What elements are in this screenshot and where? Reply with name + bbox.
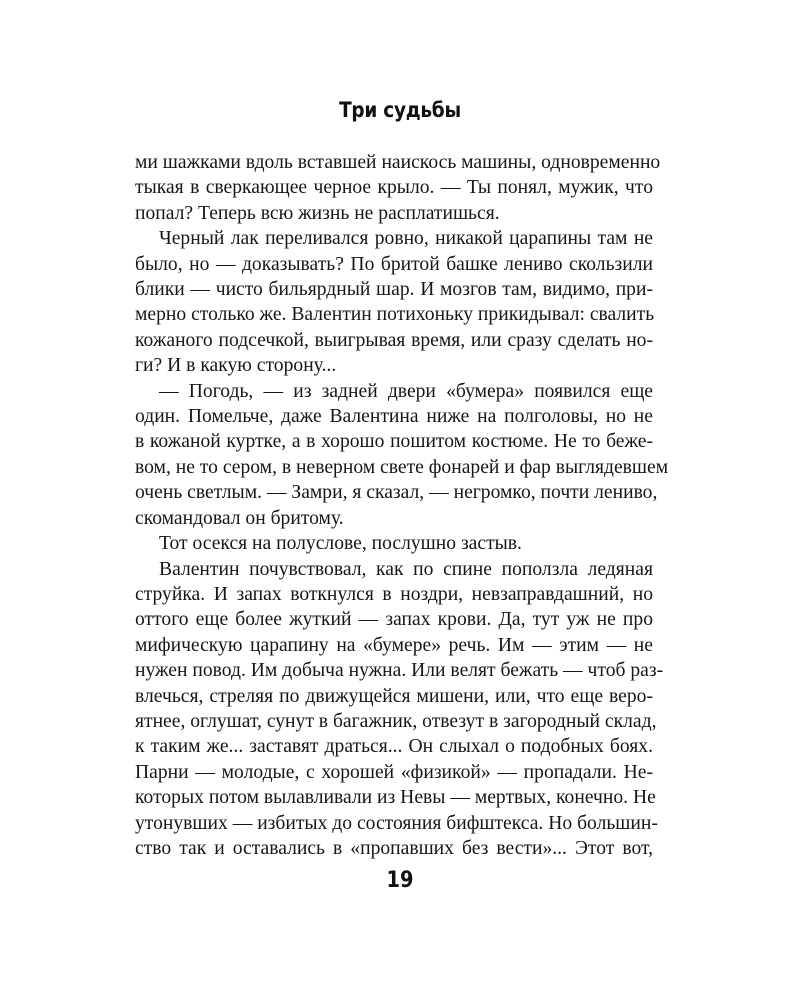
text-line: мифическую царапину на «бумере» речь. Им — этим — не — [135, 634, 653, 656]
text-line: струйка. И запах воткнулся в ноздри, невзаправдашний, но — [135, 583, 653, 605]
text-line: оттого еще более жуткий — запах крови. Да, тут уж не про — [135, 609, 653, 631]
text-line: утонувших — избитых до состояния бифштекса. Но большин- — [135, 812, 658, 834]
text-line: Тот осекся на полуслове, послушно застыв. — [159, 533, 522, 555]
text-line: один. Помельче, даже Валентина ниже на полголовы, но не — [135, 406, 653, 428]
text-line: которых потом вылавливали из Невы — мертвых, конечно. Не — [135, 787, 656, 809]
running-head: Три судьбы — [339, 98, 461, 122]
text-line: влечься, стреляя по движущейся мишени, или, что еще веро- — [135, 685, 653, 707]
text-line: ми шажками вдоль вставшей наискось машины, одновременно — [135, 152, 661, 173]
text-line: тыкая в сверкающее черное крыло. — Ты понял, мужик, что — [135, 177, 653, 199]
text-line: блики — чисто бильярдный шар. И мозгов там, видимо, при- — [135, 279, 653, 301]
text-line: кожаного подсечкой, выигрывая время, или сразу сделать но- — [135, 329, 653, 351]
text-line: к таким же... заставят драться... Он слыхал о подобных боях. — [135, 736, 653, 758]
text-line: нужен повод. Им добыча нужна. Или велят бежать — чтоб раз- — [135, 660, 664, 682]
text-line: ги? И в какую сторону... — [135, 355, 337, 377]
text-line: скомандовал он бритому. — [135, 507, 344, 529]
text-line: очень светлым. — Замри, я сказал, — негромко, почти лениво, — [135, 482, 658, 504]
text-line: вом, не то сером, в неверном свете фонарей и фар выглядевшем — [135, 456, 669, 478]
text-line: ятнее, оглушат, сунут в багажник, отвезут в загородный склад, — [135, 710, 657, 732]
text-line: Черный лак переливался ровно, никакой царапины там не — [159, 228, 653, 250]
text-line: в кожаной куртке, а в хорошо пошитом костюме. Не то беже- — [135, 431, 653, 453]
text-line: было, но — доказывать? По бритой башке лениво скользили — [135, 253, 653, 275]
text-line: Парни — молодые, с хорошей «физикой» — пропадали. Не- — [135, 761, 653, 783]
text-line: — Погодь, — из задней двери «бумера» появился еще — [159, 380, 653, 402]
page-number: 19 — [386, 868, 414, 893]
text-line: мерно столько же. Валентин потихоньку прикидывал: свалить — [135, 304, 655, 326]
text-line: ство так и оставались в «пропавших без вести»... Этот вот, — [135, 837, 653, 859]
text-line: Валентин почувствовал, как по спине поползла ледяная — [159, 558, 653, 580]
body-text — [135, 150, 669, 861]
text-line: попал? Теперь всю жизнь не расплатишься. — [135, 202, 500, 224]
